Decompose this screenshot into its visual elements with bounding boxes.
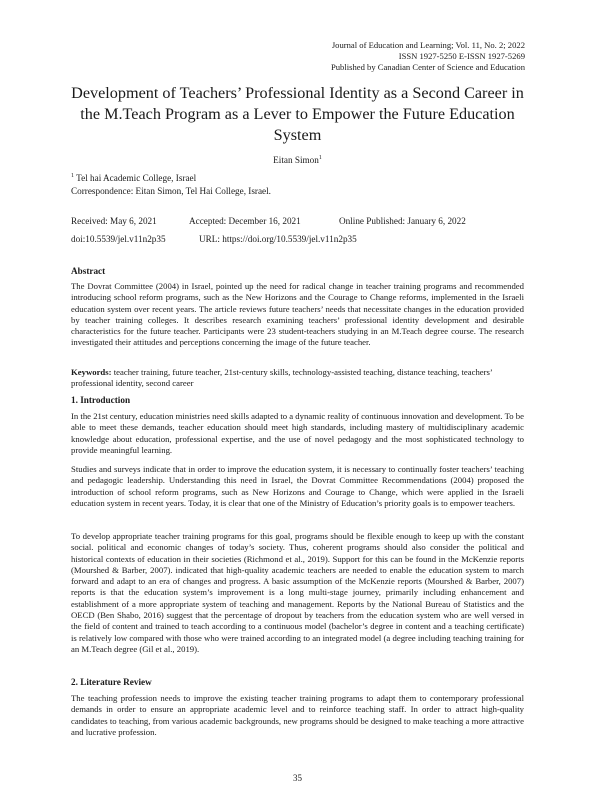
page-number: 35 xyxy=(293,773,302,783)
affiliation-marker: 1 xyxy=(71,173,74,179)
doi-url[interactable]: URL: https://doi.org/10.5539/jel.v11n2p35 xyxy=(199,234,357,244)
introduction-paragraph-3: To develop appropriate teacher training programs for this goal, programs should be flexible enough to keep up with the constant social. political and economic changes of today’s society. Thus, coherent programs should also consider the political and historical contexts of education in their societies (Richmond et al., 2019). Support for this can be found in the McKenzie reports (Mourshed & Barber, 2007). indicated that high-quality academic teachers are needed to enable the education system to march forward and adapt to an era of changes and progress. A basic assumption of the McKenzie reports (Mourshed & Barber, 2007) reports is that the education system’s improvement is a long multi-stage journey, primarily including enhancement and establishment of a more appropriate system of teaching and management. Reports by the National Bureau of Statistics and the OECD (Ben Shabo, 2016) suggest that the percentage of dropout by teachers from the education system who are well versed in the field of content and trained to teach according to a continuous model (bachelor’s degree in content and a teaching certificate) is relatively low compared with those who were trained according to an integrated model (a degree including teaching training for an M.Teach degree (Gil et al., 2019). xyxy=(71,531,524,654)
introduction-paragraph-2: Studies and surveys indicate that in order to improve the education system, it is necessary to continually foster teachers’ teaching and pedagogic leadership. Understanding this need in Israel, the Dovrat Committee Recommendations (2004) proposed the introduction of school reform programs, such as New Horizons and Courage to Change, which were applied in the Israeli education system in recent years. Today, it is clear that one of the Ministry of Education’s priority goals is to empower teachers. xyxy=(71,464,524,508)
keywords-text: teacher training, future teacher, 21st-century skills, technology-assisted teaching, distance teaching, teachers’ professional identity, second career xyxy=(71,367,493,389)
author-line xyxy=(0,155,595,165)
author-affiliation-marker: 1 xyxy=(318,155,322,161)
journal-publisher: Published by Canadian Center of Science and Education xyxy=(330,62,525,72)
accepted-date: Accepted: December 16, 2021 xyxy=(189,216,301,226)
affiliation xyxy=(71,170,196,184)
journal-issn: ISSN 1927-5250 E-ISSN 1927-5269 xyxy=(398,51,525,61)
affiliation-text: Tel hai Academic College, Israel xyxy=(76,173,197,184)
introduction-paragraph-1: In the 21st century, education ministries need skills adapted to a dynamic reality of continuous innovation and development. To be able to meet these demands, teacher education should meet high standards, including mastery of multidisciplinary academic knowledge about education, professional expertise, and the use of novel pedagogy and the most sophisticated technology to provide meaningful learning. xyxy=(71,411,524,455)
literature-review-paragraph-1: The teaching profession needs to improve the existing teacher training programs to adapt them to contemporary professional demands in order to ensure an appropriate academic level and to reinforce teaching staff. In order to attract high-quality candidates to teaching, from various academic backgrounds, new programs should be designed to make teaching a more attractive and lucrative profession. xyxy=(71,693,524,737)
section-heading-literature-review: 2. Literature Review xyxy=(71,677,152,687)
online-date: Online Published: January 6, 2022 xyxy=(339,216,466,226)
journal-citation: Journal of Education and Learning; Vol. 11, No. 2; 2022 xyxy=(331,40,525,50)
keywords-label: Keywords: xyxy=(71,367,112,377)
keywords xyxy=(71,367,524,390)
section-heading-introduction: 1. Introduction xyxy=(71,395,131,405)
doi: doi:10.5539/jel.v11n2p35 xyxy=(71,234,166,244)
abstract-heading: Abstract xyxy=(71,266,106,276)
received-date: Received: May 6, 2021 xyxy=(71,216,157,226)
correspondence: Correspondence: Eitan Simon, Tel Hai College, Israel. xyxy=(71,186,271,196)
paper-title: Development of Teachers’ Professional Identity as a Second Career in the M.Teach Program as a Lever to Empower the Future Education System xyxy=(71,84,524,144)
author-name: Eitan Simon xyxy=(273,155,319,166)
journal-header xyxy=(331,40,525,73)
abstract-text: The Dovrat Committee (2004) in Israel, pointed up the need for radical change in teacher training programs and recommended introducing school reform programs, such as the New Horizons and the Courage to Change reforms, implemented in the Israeli education system over recent years. The article reviews future teachers’ needs that necessitate changes in the education provided by teacher training colleges. It describes research examining teachers’ professional identity development and desirable characteristics for the future teacher. Participants were 23 student-teachers studying in an M.Teach degree course. The research investigated their attitudes and perceptions concerning the image of the future teacher. xyxy=(71,281,524,348)
